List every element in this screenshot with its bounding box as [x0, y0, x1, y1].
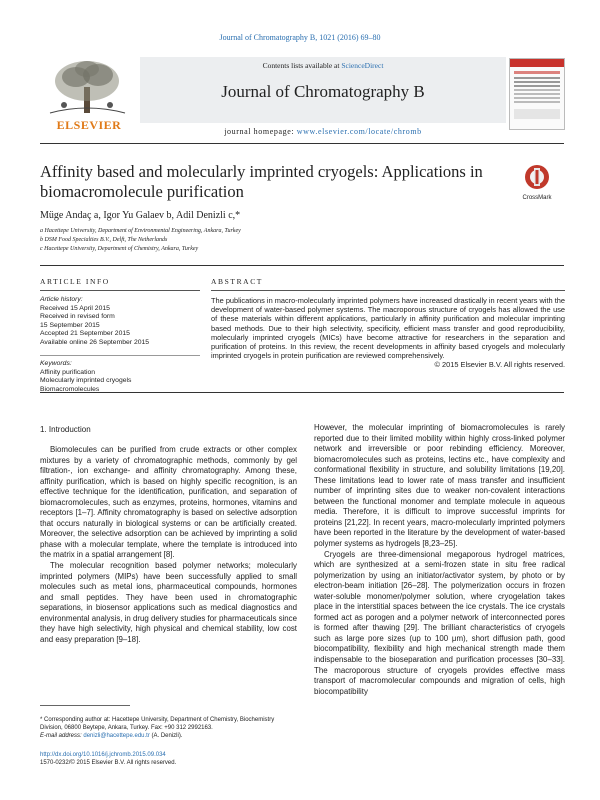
affiliations — [40, 227, 540, 254]
keywords-rule — [40, 355, 200, 356]
doi-link[interactable]: http://dx.doi.org/10.1016/j.jchromb.2015.09.034 — [40, 752, 166, 758]
sciencedirect-link[interactable]: ScienceDirect — [341, 61, 384, 70]
footnotes — [40, 716, 297, 740]
keywords — [40, 360, 200, 394]
abstract-text — [211, 296, 565, 370]
article-history — [40, 296, 200, 348]
email-label: E-mail address: — [40, 733, 84, 739]
footnote-rule — [40, 705, 130, 706]
abstract-bottom-rule — [40, 392, 564, 393]
affiliation-a: a Hacettepe University, Department of Environmental Engineering, Ankara, Turkey — [40, 228, 241, 234]
journal-name: Journal of Chromatography B — [221, 82, 425, 101]
issn-line: 1570-0232/© 2015 Elsevier B.V. All rights reserved. — [40, 760, 177, 766]
keyword: Affinity purification — [40, 368, 96, 376]
homepage-label: journal homepage: — [224, 127, 297, 136]
email-line — [40, 732, 297, 740]
journal-homepage — [140, 127, 506, 136]
author-list: Müge Andaç a, Igor Yu Galaev b, Adil Denizli c,* — [40, 210, 241, 221]
history-label: Article history: — [40, 296, 83, 303]
body-left-column — [40, 445, 297, 645]
email-suffix: (A. Denizli). — [149, 733, 183, 739]
section-heading: 1. Introduction — [40, 425, 91, 434]
affiliation-c: c Hacettepe University, Department of Chemistry, Ankara, Turkey — [40, 246, 199, 252]
journal-cover-image — [509, 58, 565, 130]
publisher-name: ELSEVIER — [56, 118, 122, 132]
history-line: Available online 26 September 2015 — [40, 338, 150, 346]
abstract-copyright: © 2015 Elsevier B.V. All rights reserved. — [434, 360, 565, 370]
keyword: Biomacromolecules — [40, 385, 100, 393]
abstract-heading: ABSTRACT — [211, 277, 263, 286]
corresponding-author-note: * Corresponding author at: Hacettepe University, Department of Chemistry, Biochemistry Division, 06800 Beytepe, Ankara, Turkey. Fax: +90 312 2992163. — [40, 717, 275, 731]
crossmark-icon — [524, 164, 550, 190]
email-link[interactable]: denizli@hacettepe.edu.tr — [83, 733, 150, 739]
history-line: 15 September 2015 — [40, 321, 100, 329]
paragraph: However, the molecular imprinting of biomacromolecules is rarely reported due to their limited mobility within highly cross-linked polymer network and irreversible or poor rebinding efficiency. Moreover, biomacromolecules such as proteins, lectins etc., have complexity and conformational flexibility in structure, and solubility limitations [19,20]. These limitations lead to lower rate of mass transfer and insufficient number of imprinting sites due to weaker non-covalent interactions between the functional monomer and template molecule in aqueous media. Therefore, it is difficult to improve successful imprints for proteins [21,22]. In recent years, macro-molecularly imprinted polymers have been reported in the literature by the development of water-based polymer systems as hydrogels [8,23–25]. — [314, 423, 565, 549]
paragraph: Biomolecules can be purified from crude extracts or other complex mixtures by a variety of chromatographic methods, commonly by gel filtration-, ion exchange- and affinity chromatography. Among these, affinity purification, which is based on highly specific recognition, is an effective technique for the identification, purification, and separation of biomacromolecules, such as enzymes, proteins, hormones, vitamins and receptors [1–7]. Affinity chromatography is based on selective adsorption that occurs naturally in biological systems or can be artificially created. Moreover, the selective adsorption can be achieved by imprinting a solid phase with a molecular template, where the template is introduced into the matrix in a spatial arrangement [8]. — [40, 445, 297, 560]
publication-info — [40, 751, 340, 767]
article-info-heading: ARTICLE INFO — [40, 277, 110, 286]
body-right-column — [314, 423, 565, 697]
homepage-link[interactable]: www.elsevier.com/locate/chromb — [296, 127, 422, 136]
article-title: Affinity based and molecularly imprinted cryogels: Applications in biomacromolecule purification — [40, 162, 483, 201]
contents-line — [140, 61, 506, 70]
keywords-label: Keywords: — [40, 360, 72, 367]
history-line: Accepted 21 September 2015 — [40, 330, 130, 338]
article-info-rule — [40, 290, 200, 291]
contents-prefix: Contents lists available at — [262, 61, 342, 70]
journal-reference[interactable]: Journal of Chromatography B, 1021 (2016) 69–80 — [219, 33, 381, 42]
crossmark-badge[interactable] — [512, 164, 562, 201]
history-line: Received 15 April 2015 — [40, 304, 110, 312]
keyword: Molecularly imprinted cryogels — [40, 377, 132, 385]
title-block-rule — [40, 265, 564, 266]
header-rule — [40, 143, 564, 144]
affiliation-b: b DSM Food Specialties B.V., Delft, The Netherlands — [40, 237, 168, 243]
abstract-body: The publications in macro-molecularly imprinted polymers have increased drastically in recent years with the development of water-based polymer systems. The macroporous structure of cryogels has allowed the use of these materials within different applications, particularly in affinity purification and molecular imprinting based methods. Due to their high selectivity, specificity, efficient mass transfer and good reproducibility, molecularly imprinted cryogels (MICs) have become attractive for researchers in the separation and purification of proteins. In this review, the recent developments in affinity based cryogels and molecularly imprinted cryogels in protein purification are reviewed comprehensively. — [211, 296, 565, 361]
paragraph: Cryogels are three-dimensional megaporous hydrogel matrices, which are synthesized at a semi-frozen state in situ free radical polymerization by using an initiator/activator system, by photo or by electron-beam initiation [26–28]. The polymerization occurs in frozen water-soluble monomer/polymer solution, where cryogelation takes place in the interstitial spaces between the ice crystals. The ice crystals formed act as porogen and a polymer network of interconnected pores is formed after thawing [29]. The brilliant characteristics of cryogels such as large pore sizes (up to 100 μm), short diffusion path, good biocompatibility, flexibility and high mechanical strength made them indispensable to the bioseparation and purification processes [30–33]. The macroporous structure of cryogels provides effective mass transport of macromolecular compounds and migration of cells, high biocompatibility — [314, 549, 565, 696]
crossmark-label: CrossMark — [522, 195, 552, 201]
history-line: Received in revised form — [40, 313, 115, 321]
abstract-rule — [211, 290, 565, 291]
paragraph: The molecular recognition based polymer networks; molecularly imprinted polymers (MIPs) have been successfully applied to small molecules such as metal ions, pharmaceutical compounds, hormones and small peptides. They have been used in chromatographic separations, in biosensor applications such as medical diagnostics and environmental analysis, in drug delivery studies for pharmaceuticals since they have high selectivity, high physical and chemical stability, low cost and easy preparation [9–18]. — [40, 561, 298, 644]
